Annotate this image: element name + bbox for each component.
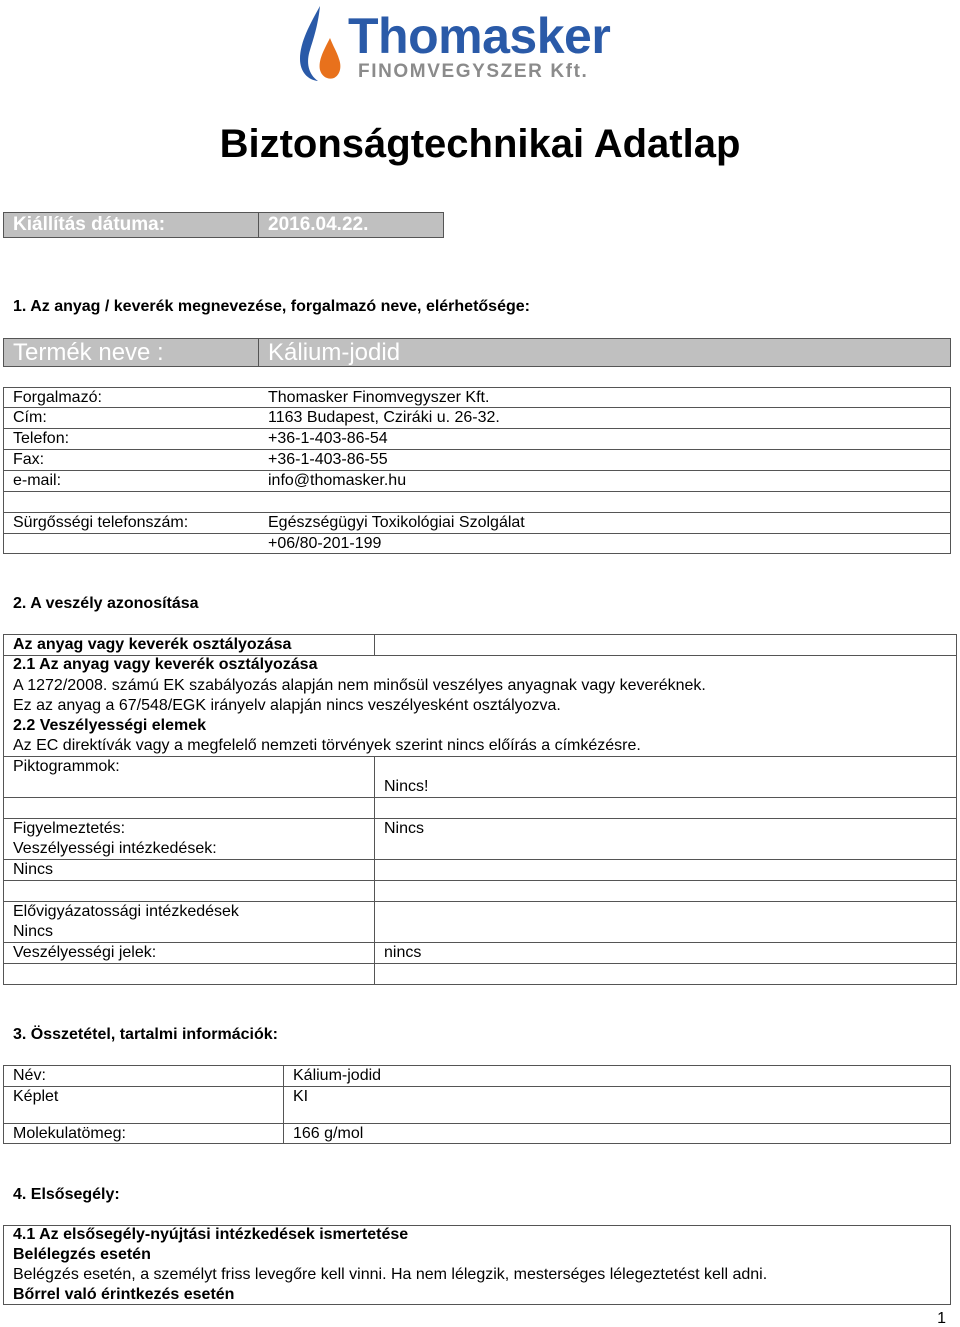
warning-value: Nincs	[384, 820, 425, 837]
email-label: e-mail:	[13, 472, 62, 489]
hazard-symbols-value: nincs	[384, 944, 422, 961]
pictograms-label: Piktogrammok:	[13, 758, 120, 775]
inhalation-text: Belégzés esetén, a személyt friss levegőre kell vinni. Ha nem lélegzik, mesterséges lélegeztetést kell adni.	[13, 1266, 768, 1283]
subsection-2-1: 2.1 Az anyag vagy keverék osztályozása	[13, 656, 318, 673]
classification-text-1: A 1272/2008. számú EK szabályozás alapján nem minősül veszélyes anyagnak vagy keveréknek.	[13, 677, 706, 694]
pictograms-value: Nincs!	[384, 778, 429, 795]
address-label: Cím:	[13, 409, 47, 426]
fax-value: +36-1-403-86-55	[268, 451, 388, 468]
email-value[interactable]: info@thomasker.hu	[268, 472, 407, 489]
section-1-heading: 1. Az anyag / keverék megnevezése, forgalmazó neve, elérhetősége:	[13, 298, 530, 315]
fax-label: Fax:	[13, 451, 45, 468]
hazard-statements-value: Nincs	[13, 861, 54, 878]
molecular-weight-label: Molekulatömeg:	[13, 1125, 126, 1142]
company-logo	[296, 4, 666, 84]
molecular-weight-value: 166 g/mol	[293, 1125, 364, 1142]
hazard-statements-label: Veszélyességi intézkedések:	[13, 840, 217, 857]
issue-date-value: 2016.04.22.	[268, 214, 369, 235]
labelling-text: Az EC direktívák vagy a megfelelő nemzeti törvények szerint nincs előírás a címkézésre.	[13, 737, 641, 754]
emergency-service: Egészségügyi Toxikológiai Szolgálat	[268, 514, 525, 531]
product-name-value: Kálium-jodid	[268, 339, 401, 366]
address-value: 1163 Budapest, Cziráki u. 26-32.	[268, 409, 500, 426]
warning-label: Figyelmeztetés:	[13, 820, 126, 837]
component-name-label: Név:	[13, 1067, 46, 1084]
section-3-heading: 3. Összetétel, tartalmi információk:	[13, 1026, 278, 1043]
logo-name: Thomasker	[348, 8, 611, 64]
subsection-2-2: 2.2 Veszélyességi elemek	[13, 717, 207, 734]
phone-value: +36-1-403-86-54	[268, 430, 388, 447]
hazard-symbols-label: Veszélyességi jelek:	[13, 944, 157, 961]
component-name-value: Kálium-jodid	[293, 1067, 382, 1084]
classification-header: Az anyag vagy keverék osztályozása	[13, 636, 292, 653]
phone-label: Telefon:	[13, 430, 70, 447]
classification-text-2: Ez az anyag a 67/548/EGK irányelv alapján nincs veszélyesként osztályozva.	[13, 697, 561, 714]
section-2-heading: 2. A veszély azonosítása	[13, 595, 199, 612]
precaution-value: Nincs	[13, 923, 54, 940]
section-4-heading: 4. Elsősegély:	[13, 1186, 120, 1203]
document-title: Biztonságtechnikai Adatlap	[219, 122, 741, 166]
precaution-label: Elővigyázatossági intézkedések	[13, 903, 239, 920]
subsection-4-1: 4.1 Az elsősegély-nyújtási intézkedések ismertetése	[13, 1226, 409, 1243]
emergency-label: Sürgősségi telefonszám:	[13, 514, 189, 531]
issue-date-label: Kiállítás dátuma:	[13, 214, 166, 235]
inhalation-heading: Belélegzés esetén	[13, 1246, 151, 1263]
product-name-label: Termék neve :	[13, 339, 164, 366]
formula-label: Képlet	[13, 1088, 59, 1105]
composition-table	[3, 1065, 951, 1144]
formula-value: KI	[293, 1088, 309, 1105]
skin-contact-heading: Bőrrel való érintkezés esetén	[13, 1286, 235, 1303]
supplier-value: Thomasker Finomvegyszer Kft.	[268, 389, 490, 406]
logo-subtitle: FINOMVEGYSZER Kft.	[358, 61, 589, 82]
drop-logo-icon	[296, 4, 348, 84]
emergency-phone: +06/80-201-199	[268, 535, 382, 552]
page-number: 1	[937, 1310, 946, 1327]
supplier-label: Forgalmazó:	[13, 389, 102, 406]
